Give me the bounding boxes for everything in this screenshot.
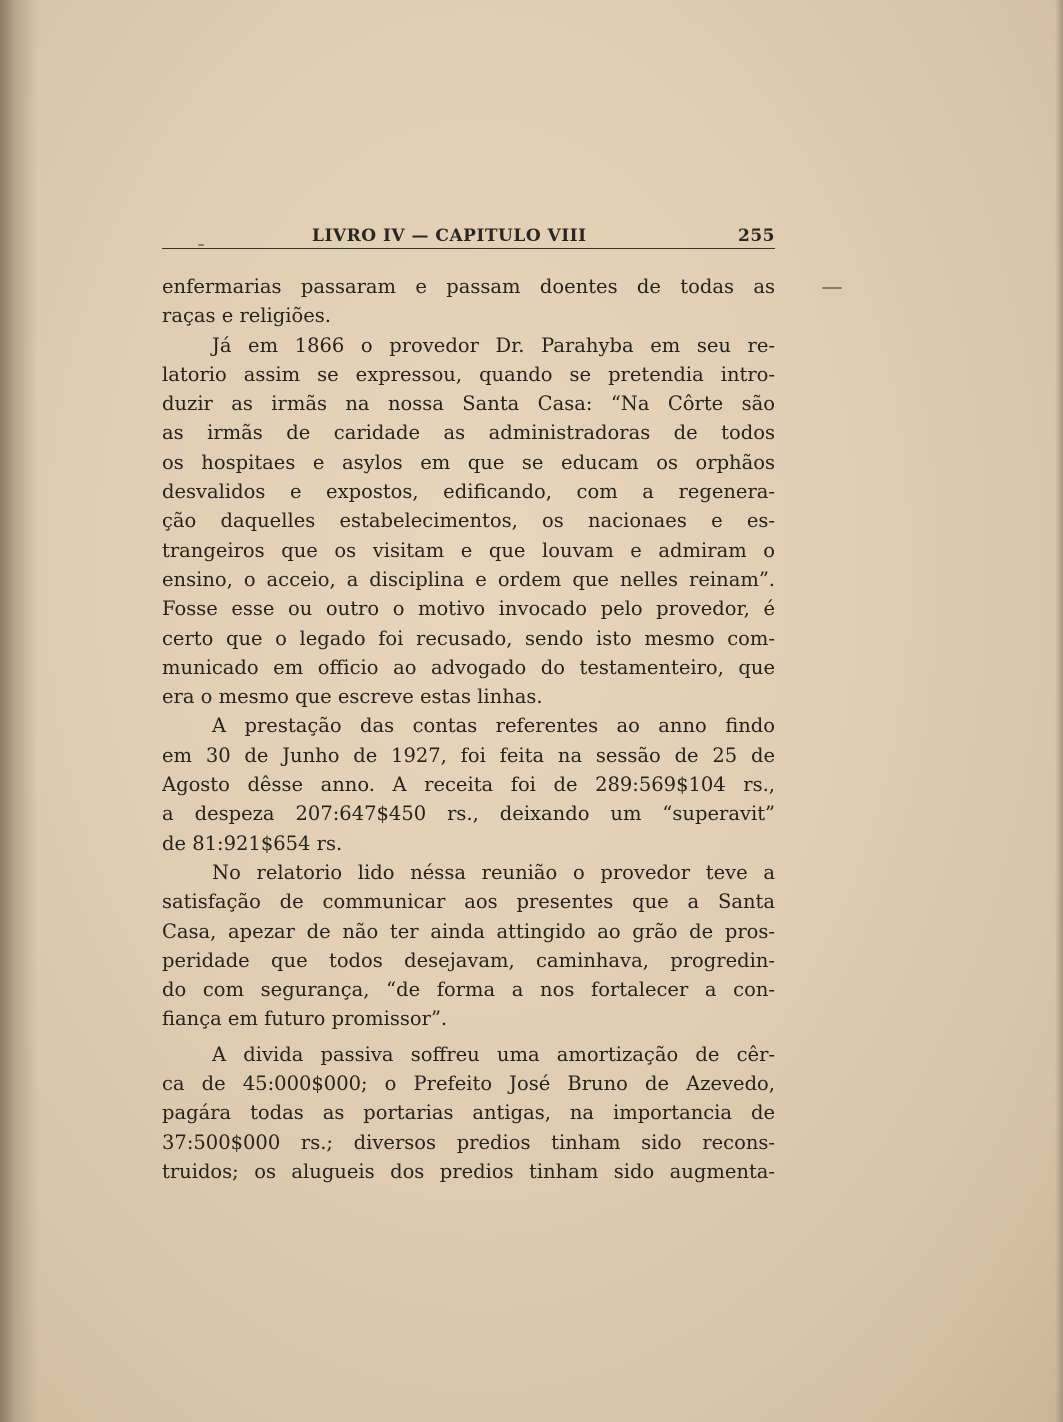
page-number: 255 — [738, 226, 775, 246]
text-line: em 30 de Junho de 1927, foi feita na sessão de 25 de — [162, 743, 775, 767]
text-line: A divida passiva soffreu uma amortização de cêr- — [212, 1042, 775, 1066]
text-line: 37:500$000 rs.; diversos predios tinham sido recons- — [162, 1130, 775, 1154]
text-line: municado em officio ao advogado do testamenteiro, que — [162, 655, 775, 679]
text-line: pagára todas as portarias antigas, na importancia de — [162, 1101, 775, 1125]
text-line: Casa, apezar de não ter ainda attingido ao grão de pros- — [162, 919, 775, 943]
text-line: os hospitaes e asylos em que se educam os orphãos — [162, 450, 775, 474]
text-line: No relatorio lido néssa reunião o provedor teve a — [212, 860, 775, 884]
running-title: LIVRO IV — CAPITULO VIII — [312, 226, 587, 246]
text-line: a despeza 207:647$450 rs., deixando um “superavit” — [162, 802, 775, 826]
text-line: fiança em futuro promissor”. — [162, 1007, 448, 1031]
margin-mark — [822, 287, 842, 289]
text-line: certo que o legado foi recusado, sendo isto mesmo com- — [162, 626, 775, 650]
page-gutter-shadow — [0, 0, 38, 1422]
text-line: enfermarias passaram e passam doentes de todas as — [162, 275, 775, 298]
text-line: truidos; os alugueis dos predios tinham sido augmenta- — [162, 1159, 775, 1183]
text-line: Já em 1866 o provedor Dr. Parahyba em seu re- — [212, 333, 775, 357]
text-line: ensino, o acceio, a disciplina e ordem que nelles reinam”. — [162, 567, 775, 591]
text-line: desvalidos e expostos, edificando, com a regenera- — [162, 480, 775, 504]
text-line: trangeiros que os visitam e que louvam e admiram o — [162, 538, 775, 562]
text-line: raças e religiões. — [162, 304, 331, 328]
text-line: era o mesmo que escreve estas linhas. — [162, 685, 543, 709]
text-line: A prestação das contas referentes ao anno findo — [212, 714, 775, 738]
text-line: de 81:921$654 rs. — [162, 831, 343, 855]
text-line: latorio assim se expressou, quando se pretendia intro- — [162, 362, 775, 386]
text-line: Fosse esse ou outro o motivo invocado pelo provedor, é — [162, 597, 775, 621]
text-line: as irmãs de caridade as administradoras de todos — [162, 421, 775, 445]
text-line: ca de 45:000$000; o Prefeito José Bruno de Azevedo, — [162, 1072, 775, 1096]
text-line: do com segurança, “de forma a nos fortalecer a con- — [162, 978, 775, 1002]
text-line: ção daquelles estabelecimentos, os nacionaes e es- — [162, 509, 775, 533]
text-line: satisfação de communicar aos presentes que a Santa — [162, 890, 775, 914]
header-rule — [162, 248, 775, 249]
text-line: peridade que todos desejavam, caminhava, progredin- — [162, 948, 775, 972]
page-edge-shadow — [1055, 0, 1063, 1422]
text-line: duzir as irmãs na nossa Santa Casa: “Na Côrte são — [162, 392, 775, 416]
text-line: Agosto dêsse anno. A receita foi de 289:569$104 rs., — [162, 773, 775, 797]
body-text — [162, 272, 775, 1186]
